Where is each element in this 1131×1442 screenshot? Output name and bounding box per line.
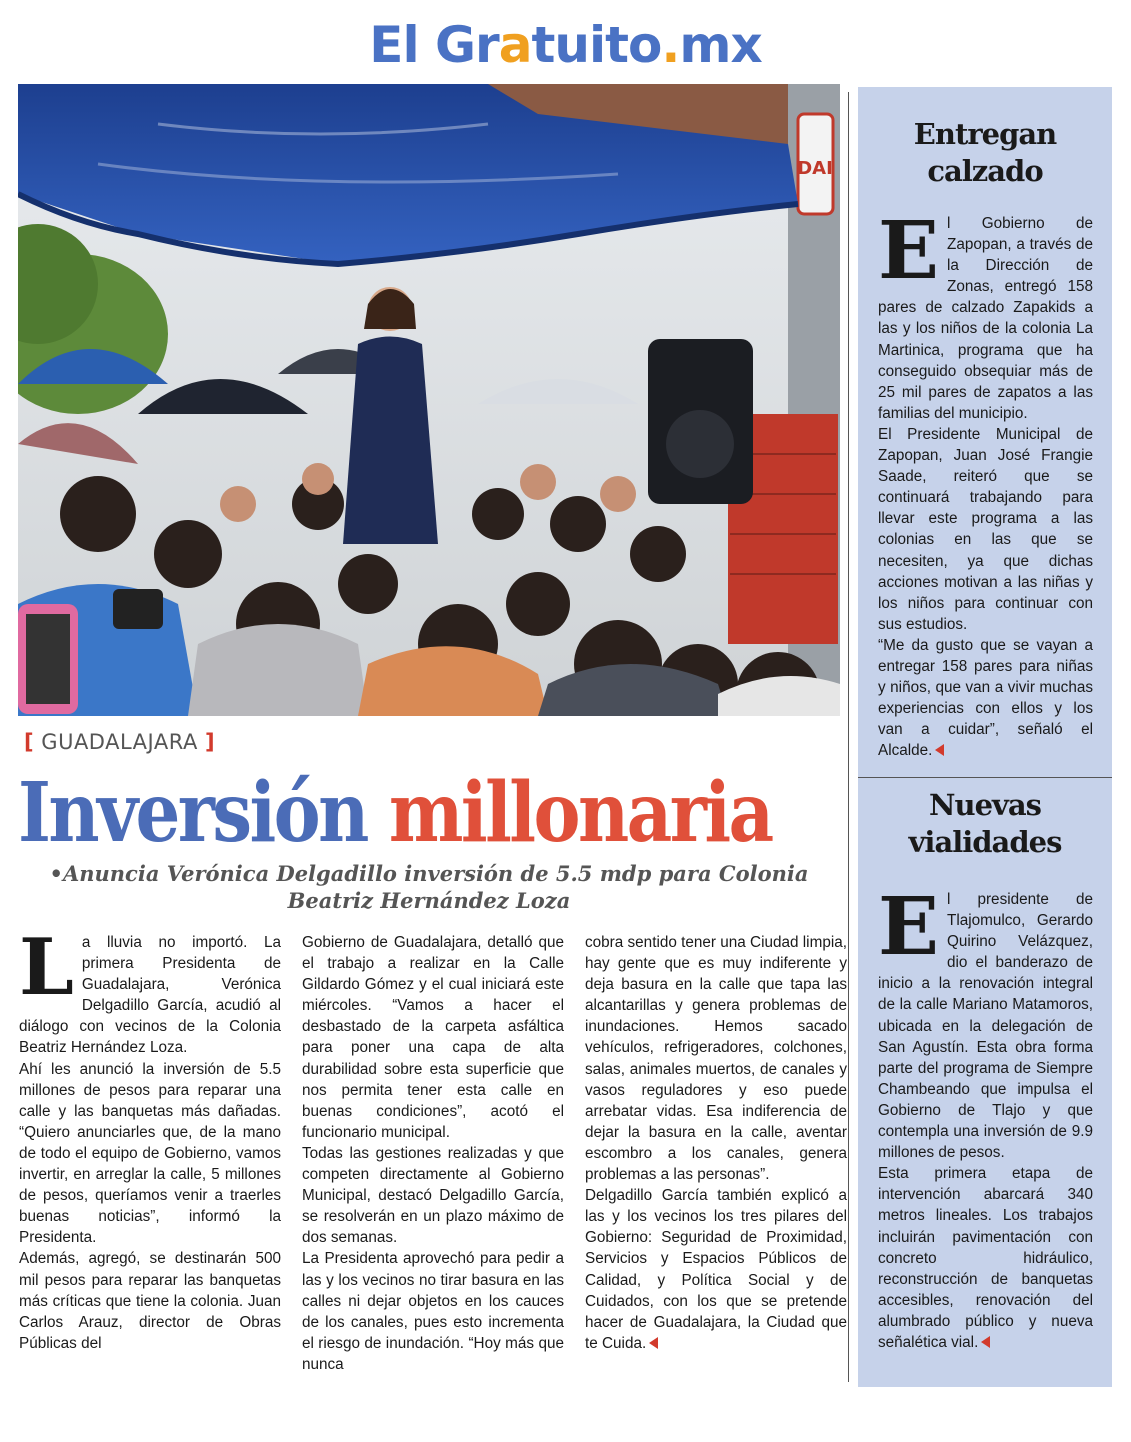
article-paragraph: cobra sentido tener una Ciudad limpia, hay gente que es muy indiferente y deja basura en la calle que tapa las alcantarillas y genera problemas de inundaciones. Hemos sacado vehículos, refrigeradores, colchones, salas, animales muertos, de canales y vasos reguladores y eso puede arrebatar vidas. Esa indiferencia de dejar la basura en la calle, aventar escombro a los canales, genera problemas a las personas”. bbox=[585, 934, 847, 1184]
headline-word-2: millonaria bbox=[388, 765, 772, 861]
sidebar-paragraph: l presidente de Tlajomulco, Gerardo Quirino Velázquez, dio el banderazo de inicio a la renovación integral de la calle Mariano Matamoros, ubicada en la delegación de San Agustín. Esta obra forma parte del programa de Siempre Chambeando que impulsa el Gobierno de Tlajo y que contempla una inversión de 9.9 millones de pesos. bbox=[878, 891, 1093, 1162]
main-photo bbox=[18, 84, 840, 716]
sidebar-divider bbox=[858, 777, 1112, 778]
sidebar-paragraph: l Gobierno de Zapopan, a través de la Dirección de Zonas, entregó 158 pares de calzado Zapakids a las y los niños de la colonia La Martinica, programa que ha conseguido obsequiar más de 25 mil pares de zapatos a las familias del municipio. bbox=[878, 215, 1093, 422]
site-logo[interactable] bbox=[369, 16, 761, 74]
article-paragraph: La Presidenta aprovechó para pedir a las y los vecinos no tirar basura en las calles ni dejar objetos en los cauces de los canales, pues esto incrementa el riesgo de inundación. “Hoy más que nunca bbox=[302, 1250, 564, 1373]
sidebar-paragraph bbox=[878, 1163, 1093, 1353]
section-tag[interactable] bbox=[24, 730, 215, 754]
article-paragraph bbox=[585, 1185, 847, 1354]
article-paragraph: Gobierno de Guadalajara, detalló que el trabajo a realizar en la Calle Gildardo Gómez y el cual iniciará este miércoles. “Vamos a hacer el desbastado de la carpeta asfáltica para poner una capa de alta durabilidad sobre esta superficie que nos permita tener esta calle en buenas condiciones”, acotó el funcionario municipal. bbox=[302, 934, 564, 1141]
article-column-1 bbox=[19, 922, 281, 1354]
sign-text: DAI bbox=[797, 158, 833, 179]
headline bbox=[18, 765, 772, 861]
sidebar-paragraph: El Presidente Municipal de Zapopan, Juan José Frangie Saade, reiteró que se continuará trabajando para llevar este programa a las colonias en las que se necesiten, ya que dichas acciones motivan a las niñas y los niños para continuar con sus estudios. bbox=[878, 425, 1093, 633]
sidebar-story-2-body bbox=[878, 879, 1093, 1353]
article-paragraph: a lluvia no importó. La primera Presidenta de Guadalajara, Verónica Delgadillo García, acudió al diálogo con vecinos de la Colonia Beatriz Hernández Loza. bbox=[19, 934, 281, 1057]
article-paragraph: Todas las gestiones realizadas y que competen directamente al Gobierno Municipal, destacó Delgadillo García, se resolverán en un plazo máximo de dos semanas. bbox=[302, 1144, 564, 1247]
article-paragraph: Además, agregó, se destinarán 500 mil pesos para reparar las banquetas más críticas que tiene la colonia. Juan Carlos Arauz, director de Obras Públicas del bbox=[19, 1250, 281, 1352]
sidebar-paragraph-text: Esta primera etapa de intervención abarcará 340 metros lineales. Los trabajos incluirán pavimentación con concreto hidráulico, reconstrucción de banquetas accesibles, renovación del alumbrado público y nueva señalética vial. bbox=[878, 1165, 1093, 1351]
logo-part-gr: Gr bbox=[435, 16, 499, 74]
logo-part-el: El bbox=[369, 16, 435, 74]
article-paragraph: Ahí les anunció la inversión de 5.5 millones de pesos para reparar una calle y las banquetas más dañadas. “Quiero anunciarles que, de la mano de todo el equipo de Gobierno, vamos invertir, en arreglar la calle, 5 millones de pesos, queríamos venir a traerles buenas noticias”, informó la Presidenta. bbox=[19, 1060, 281, 1247]
section-bracket-close: ] bbox=[205, 730, 216, 754]
end-mark-icon bbox=[935, 744, 944, 756]
sidebar-paragraph bbox=[878, 635, 1093, 762]
article-dropcap: L bbox=[19, 922, 74, 1013]
end-mark-icon bbox=[981, 1336, 990, 1348]
headline-word-1: Inversión bbox=[18, 765, 367, 861]
section-label: GUADALAJARA bbox=[41, 730, 198, 754]
sidebar-story-1-title: Entregan calzado bbox=[913, 117, 1057, 188]
masthead bbox=[0, 14, 1131, 76]
section-bracket-open: [ bbox=[24, 730, 35, 754]
sidebar-story-1-dropcap: E bbox=[878, 203, 939, 297]
sidebar-story-2-title: Nuevas vialidades bbox=[908, 788, 1062, 859]
logo-part-a: a bbox=[498, 16, 532, 74]
crowd-illustration bbox=[18, 84, 840, 716]
article-column-3 bbox=[585, 932, 847, 1354]
article-paragraph-text: Delgadillo García también explicó a las y los vecinos los tres pilares del Gobierno: Seguridad de Proximidad, Servicios y Espacios Públicos de Calidad, y Política Social y de Cuidados, con los que se pretende hacer de Guadalajara, la Ciudad que te Cuida. bbox=[585, 1187, 847, 1352]
sidebar-story-2-dropcap: E bbox=[878, 879, 939, 973]
logo-part-tuito: tuito bbox=[531, 16, 662, 74]
sidebar-story-1-body bbox=[878, 203, 1093, 761]
end-mark-icon bbox=[649, 1337, 658, 1349]
sidebar-paragraph-text: “Me da gusto que se vayan a entregar 158 pares para niñas y niños, que van a vivir muchas experiencias con ellos y los van a cuidar”, señaló el Alcalde. bbox=[878, 636, 1093, 760]
logo-part-dot: . bbox=[661, 16, 680, 74]
article-column-2 bbox=[302, 932, 564, 1375]
subheadline: •Anuncia Verónica Delgadillo inversión de 5.5 mdp para Colonia Beatriz Hernández Loza bbox=[49, 861, 809, 913]
column-divider bbox=[848, 92, 849, 1382]
logo-part-mx: mx bbox=[679, 16, 762, 74]
